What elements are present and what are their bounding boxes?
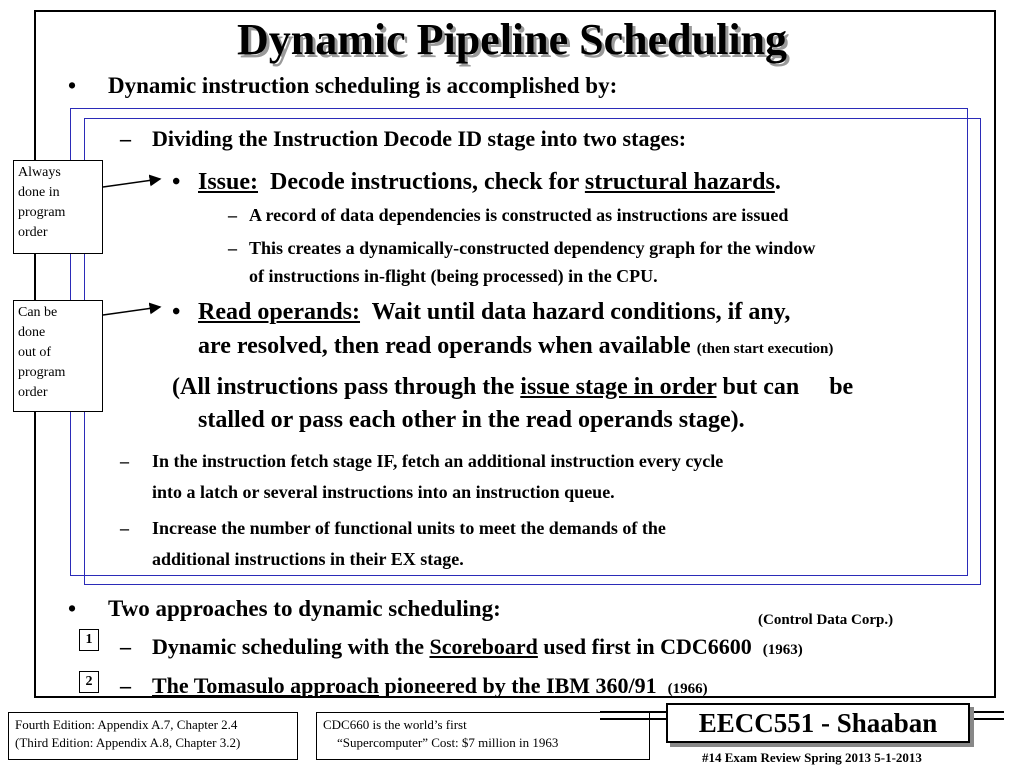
approach-number-2: 2 — [79, 671, 99, 693]
bullet-dot-issue: • — [172, 169, 181, 195]
all-instr-underlined: issue stage in order — [520, 374, 717, 400]
dash-approach-1: – — [120, 634, 131, 659]
footer-edition-line-2: (Third Edition: Appendix A.8, Chapter 3.2) — [15, 735, 241, 750]
callout-in-order-line-3: program — [18, 205, 66, 220]
dash-1: – — [120, 126, 131, 151]
arrow-to-issue — [103, 179, 160, 187]
issue-label: Issue: — [198, 169, 259, 195]
brand-rule-left-1 — [600, 711, 668, 713]
approach-2-year: (1966) — [667, 681, 708, 697]
control-data-note: (Control Data Corp.) — [758, 612, 894, 628]
sub-bullet-2a: In the instruction fetch stage IF, fetch an additional instruction every cycle — [152, 451, 724, 471]
arrow-to-read — [103, 307, 160, 315]
approach-2-post: pioneered by the IBM 360/91 — [384, 673, 657, 698]
issue-hazard: structural hazards — [584, 169, 775, 195]
page-title: Dynamic Pipeline Scheduling — [236, 15, 788, 64]
approach-1-scoreboard: Scoreboard — [429, 634, 538, 659]
callout-out-line-4: program — [18, 365, 66, 380]
footer-edition-box — [8, 712, 298, 760]
approach-number-1: 1 — [79, 629, 99, 651]
slide-footer: #14 Exam Review Spring 2013 5-1-2013 — [702, 750, 922, 765]
issue-note-2b: of instructions in-flight (being processed) in the CPU. — [249, 266, 658, 286]
bullet-main-2: Two approaches to dynamic scheduling: — [108, 596, 501, 621]
bullet-main-1: Dynamic instruction scheduling is accomplished by: — [108, 73, 618, 98]
callout-out-line-1: Can be — [18, 305, 58, 320]
issue-note-2a: This creates a dynamically-constructed dependency graph for the window — [249, 238, 816, 258]
course-brand: EECC551 - Shaaban — [666, 703, 970, 743]
dash-2: – — [120, 451, 129, 471]
sub-bullet-3b: additional instructions in their EX stage. — [152, 549, 464, 569]
sub-bullet-2b: into a latch or several instructions into an instruction queue. — [152, 482, 615, 502]
issue-note-1: A record of data dependencies is constructed as instructions are issued — [249, 205, 789, 225]
bullet-dot-2: • — [68, 596, 77, 621]
footer-cdc-line-1: CDC660 is the world’s first — [323, 717, 467, 732]
read-text-1: Wait until data hazard conditions, if any, — [371, 299, 791, 325]
bullet-dot: • — [68, 73, 77, 98]
footer-edition-line-1: Fourth Edition: Appendix A.7, Chapter 2.4 — [15, 717, 238, 732]
sub-bullet-3a: Increase the number of functional units to meet the demands of the — [152, 518, 666, 538]
dash-issue-note-2: – — [228, 238, 237, 258]
dash-issue-note-1: – — [228, 205, 237, 225]
approach-1-pre: Dynamic scheduling with the — [152, 634, 424, 659]
dash-3: – — [120, 518, 129, 538]
callout-out-line-2: done — [18, 325, 46, 340]
approach-2-tomasulo: The Tomasulo approach — [152, 673, 380, 698]
issue-end: . — [774, 169, 781, 195]
sub-bullet-1: Dividing the Instruction Decode ID stage into two stages: — [152, 126, 687, 151]
read-label: Read operands: — [198, 299, 361, 325]
all-instr-pre: (All instructions pass through the — [172, 374, 515, 400]
callout-in-order-line-2: done in — [18, 185, 60, 200]
callout-out-line-5: order — [18, 385, 48, 400]
read-note: (then start execution) — [696, 341, 834, 357]
brand-rule-left-2 — [600, 718, 668, 720]
all-instr-line-2: stalled or pass each other in the read operands stage). — [198, 407, 745, 433]
all-instr-post: but can be — [722, 374, 854, 400]
approach-1-post: used first in CDC6600 — [543, 634, 752, 659]
bullet-dot-read: • — [172, 299, 181, 325]
callout-in-order-line-4: order — [18, 225, 48, 240]
brand-rule-right-2 — [970, 718, 1004, 720]
read-text-2: are resolved, then read operands when available — [198, 333, 691, 359]
footer-cdc-line-2: “Supercomputer” Cost: $7 million in 1963 — [337, 735, 559, 750]
callout-in-order-line-1: Always — [18, 165, 61, 180]
approach-1-year: (1963) — [762, 642, 803, 658]
dash-approach-2: – — [120, 673, 131, 698]
issue-text: Decode instructions, check for — [270, 169, 579, 195]
callout-out-line-3: out of — [18, 345, 52, 360]
brand-rule-right-1 — [970, 711, 1004, 713]
